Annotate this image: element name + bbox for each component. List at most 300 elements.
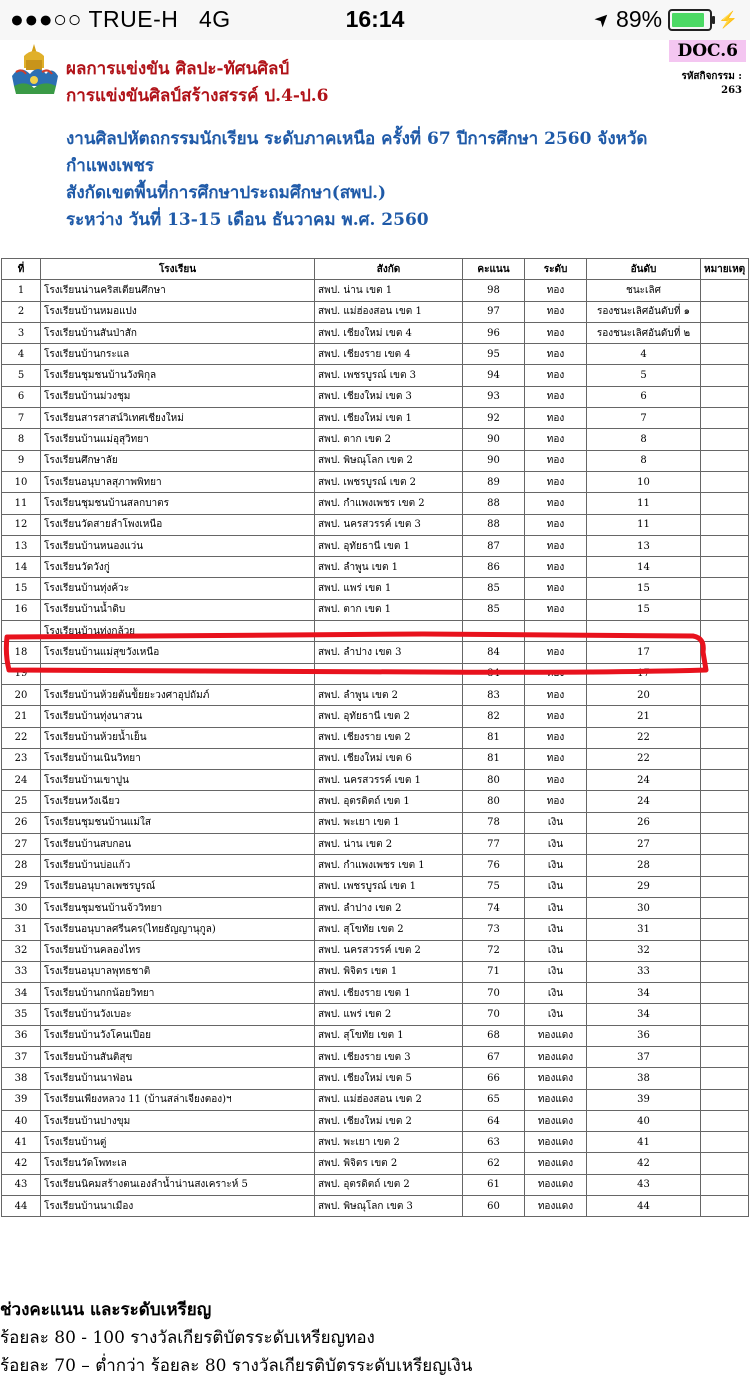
remark (701, 770, 749, 791)
school-name: โรงเรียนบ้านกกน้อยวิทยา (41, 983, 315, 1004)
status-time: 16:14 (345, 6, 405, 32)
medal-level: เงิน (525, 940, 587, 961)
affiliation: สพป. กำแพงเพชร เขต 1 (315, 855, 463, 876)
row-number: 20 (2, 684, 41, 705)
table-row (2, 791, 749, 812)
medal-level: ทอง (525, 280, 587, 301)
school-name: โรงเรียนอนุบาลศรีนคร(ไทยธัญญานุกูล) (41, 919, 315, 940)
school-name: โรงเรียนสารสาสน์วิเทศเชียงใหม่ (41, 408, 315, 429)
table-row (2, 812, 749, 833)
row-number (2, 621, 41, 642)
affiliation: สพป. แพร่ เขต 1 (315, 578, 463, 599)
remark (701, 748, 749, 769)
medal-level: เงิน (525, 961, 587, 982)
row-number: 5 (2, 365, 41, 386)
remark (701, 855, 749, 876)
school-name: โรงเรียนบ้านเนินวิทยา (41, 748, 315, 769)
medal-level: ทองแดง (525, 1132, 587, 1153)
medal-level: ทอง (525, 301, 587, 322)
signal-strength-icon: ●●●○○ (10, 6, 82, 32)
remark (701, 1110, 749, 1131)
remark (701, 706, 749, 727)
affiliation: สพป. แม่ฮ่องสอน เขต 2 (315, 1089, 463, 1110)
table-row (2, 961, 749, 982)
school-name: โรงเรียนนิคมสร้างตนเองลำน้ำน่านสงเคราะห์ 5 (41, 1174, 315, 1195)
rank: 11 (587, 493, 701, 514)
rank: 13 (587, 535, 701, 556)
table-row (2, 983, 749, 1004)
school-name: โรงเรียนบ้านปางขุม (41, 1110, 315, 1131)
remark (701, 621, 749, 642)
remark (701, 642, 749, 663)
location-arrow-icon: ➤ (589, 6, 615, 32)
affiliation: สพป. น่าน เขต 2 (315, 834, 463, 855)
table-row (2, 663, 749, 684)
medal-level: ทอง (525, 706, 587, 727)
medal-level: ทอง (525, 663, 587, 684)
event-line-1: งานศิลปหัตถกรรมนักเรียน ระดับภาคเหนือ ครั้งที่ 67 ปีการศึกษา 2560 จังหวัด (66, 129, 648, 149)
table-row (2, 684, 749, 705)
medal-level: เงิน (525, 919, 587, 940)
rank: รองชนะเลิศอันดับที่ ๑ (587, 301, 701, 322)
affiliation: สพป. พิจิตร เขต 1 (315, 961, 463, 982)
medal-level: ทอง (525, 471, 587, 492)
remark (701, 663, 749, 684)
score: 86 (463, 557, 525, 578)
table-row (2, 1110, 749, 1131)
affiliation (315, 663, 463, 684)
remark (701, 386, 749, 407)
medal-level: ทองแดง (525, 1196, 587, 1217)
activity-code (681, 70, 742, 98)
table-row (2, 1153, 749, 1174)
score: 89 (463, 471, 525, 492)
score: 66 (463, 1068, 525, 1089)
rank: รองชนะเลิศอันดับที่ ๒ (587, 322, 701, 343)
school-name: โรงเรียนชุมชนบ้านแม่ใส (41, 812, 315, 833)
table-row (2, 1046, 749, 1067)
medal-level: ทอง (525, 386, 587, 407)
table-row (2, 770, 749, 791)
medal-level: ทอง (525, 727, 587, 748)
row-number: 28 (2, 855, 41, 876)
row-number: 30 (2, 897, 41, 918)
table-row (2, 1132, 749, 1153)
medal-level: เงิน (525, 834, 587, 855)
remark (701, 365, 749, 386)
status-bar (0, 0, 750, 40)
affiliation: สพป. อุตรดิตถ์ เขต 2 (315, 1174, 463, 1195)
score: 88 (463, 493, 525, 514)
column-header: โรงเรียน (41, 259, 315, 280)
school-name: โรงเรียนบ้านกระแล (41, 344, 315, 365)
row-number: 40 (2, 1110, 41, 1131)
score: 98 (463, 280, 525, 301)
medal-level: ทอง (525, 365, 587, 386)
table-row (2, 897, 749, 918)
affiliation: สพป. สุโขทัย เขต 1 (315, 1025, 463, 1046)
medal-level: ทอง (525, 535, 587, 556)
rank: 8 (587, 450, 701, 471)
remark (701, 450, 749, 471)
event-line-2: กำแพงเพชร (66, 156, 154, 176)
affiliation: สพป. ลำพูน เขต 1 (315, 557, 463, 578)
score: 95 (463, 344, 525, 365)
affiliation: สพป. เพชรบูรณ์ เขต 2 (315, 471, 463, 492)
row-number: 27 (2, 834, 41, 855)
table-row (2, 408, 749, 429)
score: 61 (463, 1174, 525, 1195)
rank: 32 (587, 940, 701, 961)
remark (701, 684, 749, 705)
legend-gold: ร้อยละ 80 - 100 รางวัลเกียรติบัตรระดับเหรียญทอง (0, 1328, 375, 1348)
score: 74 (463, 897, 525, 918)
school-name: โรงเรียนอนุบาลพุทธชาติ (41, 961, 315, 982)
row-number: 29 (2, 876, 41, 897)
remark (701, 301, 749, 322)
medal-level: ทองแดง (525, 1046, 587, 1067)
medal-level: ทองแดง (525, 1025, 587, 1046)
affiliation: สพป. เชียงราย เขต 3 (315, 1046, 463, 1067)
rank: 15 (587, 578, 701, 599)
row-number: 18 (2, 642, 41, 663)
score: 84 (463, 642, 525, 663)
column-header: อันดับ (587, 259, 701, 280)
row-number: 21 (2, 706, 41, 727)
affiliation: สพป. แพร่ เขต 2 (315, 1004, 463, 1025)
rank: 14 (587, 557, 701, 578)
score: 65 (463, 1089, 525, 1110)
event-logo-icon (6, 42, 62, 100)
affiliation: สพป. นครสวรรค์ เขต 2 (315, 940, 463, 961)
medal-level: ทอง (525, 599, 587, 620)
table-row (2, 1196, 749, 1217)
results-body (2, 280, 749, 1217)
affiliation: สพป. ลำปาง เขต 3 (315, 642, 463, 663)
affiliation: สพป. พิจิตร เขต 2 (315, 1153, 463, 1174)
rank: 30 (587, 897, 701, 918)
score: 70 (463, 983, 525, 1004)
charging-icon: ⚡ (718, 11, 738, 29)
title-line-1: ผลการแข่งขัน ศิลปะ-ทัศนศิลป์ (66, 59, 290, 79)
table-row (2, 919, 749, 940)
medal-level: ทอง (525, 429, 587, 450)
remark (701, 727, 749, 748)
remark (701, 535, 749, 556)
affiliation: สพป. เพชรบูรณ์ เขต 3 (315, 365, 463, 386)
score: 94 (463, 365, 525, 386)
score: 96 (463, 322, 525, 343)
rank: 41 (587, 1132, 701, 1153)
row-number: 42 (2, 1153, 41, 1174)
row-number: 16 (2, 599, 41, 620)
row-number: 13 (2, 535, 41, 556)
rank: 24 (587, 770, 701, 791)
affiliation (315, 621, 463, 642)
remark (701, 429, 749, 450)
remark (701, 1004, 749, 1025)
score: 78 (463, 812, 525, 833)
row-number: 15 (2, 578, 41, 599)
remark (701, 1196, 749, 1217)
column-header: ระดับ (525, 259, 587, 280)
score: 62 (463, 1153, 525, 1174)
score: 63 (463, 1132, 525, 1153)
medal-level: ทอง (525, 408, 587, 429)
remark (701, 514, 749, 535)
score: 64 (463, 1110, 525, 1131)
school-name: โรงเรียนบ้านหนองแว่น (41, 535, 315, 556)
rank: 27 (587, 834, 701, 855)
remark (701, 578, 749, 599)
school-name: โรงเรียนวัดวังกู่ (41, 557, 315, 578)
column-header: หมายเหตุ (701, 259, 749, 280)
row-number: 31 (2, 919, 41, 940)
table-row (2, 365, 749, 386)
remark (701, 897, 749, 918)
row-number: 14 (2, 557, 41, 578)
remark (701, 940, 749, 961)
medal-level: ทอง (525, 322, 587, 343)
score: 71 (463, 961, 525, 982)
remark (701, 1089, 749, 1110)
table-row (2, 386, 749, 407)
school-name: โรงเรียนบ้านทุ่งกล้วย (41, 621, 315, 642)
row-number: 44 (2, 1196, 41, 1217)
school-name: โรงเรียนบ้านสบกอน (41, 834, 315, 855)
school-name: โรงเรียนอนุบาลเพชรบูรณ์ (41, 876, 315, 897)
affiliation: สพป. อุทัยธานี เขต 2 (315, 706, 463, 727)
score: 82 (463, 706, 525, 727)
table-row (2, 301, 749, 322)
row-number: 7 (2, 408, 41, 429)
affiliation: สพป. เชียงราย เขต 1 (315, 983, 463, 1004)
medal-level: ทอง (525, 344, 587, 365)
school-name: โรงเรียนบ้านทุ่งค้วะ (41, 578, 315, 599)
row-number: 32 (2, 940, 41, 961)
table-row (2, 1089, 749, 1110)
row-number: 25 (2, 791, 41, 812)
medal-level: ทอง (525, 791, 587, 812)
score: 97 (463, 301, 525, 322)
score: 85 (463, 578, 525, 599)
score (463, 621, 525, 642)
score: 85 (463, 599, 525, 620)
rank: 37 (587, 1046, 701, 1067)
medal-level: ทอง (525, 450, 587, 471)
rank: ชนะเลิศ (587, 280, 701, 301)
remark (701, 876, 749, 897)
affiliation: สพป. นครสวรรค์ เขต 3 (315, 514, 463, 535)
rank (587, 621, 701, 642)
rank: 33 (587, 961, 701, 982)
row-number: 4 (2, 344, 41, 365)
score: 83 (463, 684, 525, 705)
rank: 4 (587, 344, 701, 365)
school-name: โรงเรียนบ้านสันป่าสัก (41, 322, 315, 343)
score: 72 (463, 940, 525, 961)
rank: 43 (587, 1174, 701, 1195)
row-number: 23 (2, 748, 41, 769)
affiliation: สพป. ลำพูน เขต 2 (315, 684, 463, 705)
remark (701, 408, 749, 429)
row-number: 19 (2, 663, 41, 684)
remark (701, 557, 749, 578)
affiliation: สพป. เชียงใหม่ เขต 1 (315, 408, 463, 429)
results-table (1, 258, 749, 1217)
row-number: 34 (2, 983, 41, 1004)
doc-badge: DOC.6 (669, 40, 746, 62)
row-number: 11 (2, 493, 41, 514)
table-row (2, 578, 749, 599)
affiliation: สพป. สุโขทัย เขต 2 (315, 919, 463, 940)
event-line-3: สังกัดเขตพื้นที่การศึกษาประถมศึกษา(สพป.) (66, 183, 387, 203)
rank: 17 (587, 642, 701, 663)
column-header: ที่ (2, 259, 41, 280)
rank: 22 (587, 748, 701, 769)
medal-level: ทอง (525, 684, 587, 705)
score: 93 (463, 386, 525, 407)
row-number: 10 (2, 471, 41, 492)
medal-level: ทองแดง (525, 1153, 587, 1174)
rank: 22 (587, 727, 701, 748)
table-row (2, 1174, 749, 1195)
school-name: โรงเรียนบ้านวังเบอะ (41, 1004, 315, 1025)
affiliation: สพป. อุทัยธานี เขต 1 (315, 535, 463, 556)
medal-level: ทอง (525, 642, 587, 663)
medal-level: ทอง (525, 514, 587, 535)
table-row (2, 280, 749, 301)
affiliation: สพป. พิษณุโลก เขต 2 (315, 450, 463, 471)
medal-level: ทองแดง (525, 1068, 587, 1089)
score: 75 (463, 876, 525, 897)
affiliation: สพป. เชียงราย เขต 2 (315, 727, 463, 748)
school-name: โรงเรียนบ้านเขาปูน (41, 770, 315, 791)
score: 80 (463, 770, 525, 791)
row-number: 6 (2, 386, 41, 407)
remark (701, 599, 749, 620)
school-name: โรงเรียนหวังเฉียว (41, 791, 315, 812)
row-number: 33 (2, 961, 41, 982)
rank: 28 (587, 855, 701, 876)
score: 76 (463, 855, 525, 876)
row-number: 35 (2, 1004, 41, 1025)
affiliation: สพป. เชียงราย เขต 4 (315, 344, 463, 365)
rank: 29 (587, 876, 701, 897)
rank: 10 (587, 471, 701, 492)
battery-icon (668, 9, 712, 31)
medal-level (525, 621, 587, 642)
score: 77 (463, 834, 525, 855)
school-name: โรงเรียนชุมชนบ้านสลกบาตร (41, 493, 315, 514)
school-name: โรงเรียนบ้านบ่อแก้ว (41, 855, 315, 876)
affiliation: สพป. ตาก เขต 1 (315, 599, 463, 620)
remark (701, 919, 749, 940)
row-number: 38 (2, 1068, 41, 1089)
remark (701, 812, 749, 833)
medal-legend (0, 1296, 472, 1380)
row-number: 9 (2, 450, 41, 471)
table-row (2, 557, 749, 578)
rank: 36 (587, 1025, 701, 1046)
medal-level: เงิน (525, 983, 587, 1004)
rank: 42 (587, 1153, 701, 1174)
medal-level: ทอง (525, 578, 587, 599)
rank: 38 (587, 1068, 701, 1089)
school-name: โรงเรียนเพียงหลวง 11 (บ้านสล่าเจียงตอง)ฯ (41, 1089, 315, 1110)
school-name: โรงเรียนบ้านคลองไทร (41, 940, 315, 961)
medal-level: ทองแดง (525, 1174, 587, 1195)
column-header: สังกัด (315, 259, 463, 280)
rank: 7 (587, 408, 701, 429)
remark (701, 1132, 749, 1153)
score: 84 (463, 663, 525, 684)
affiliation: สพป. พิษณุโลก เขต 3 (315, 1196, 463, 1217)
affiliation: สพป. อุตรดิตถ์ เขต 1 (315, 791, 463, 812)
carrier-name: TRUE-H (88, 6, 179, 32)
column-header: คะแนน (463, 259, 525, 280)
school-name: โรงเรียนบ้านหมอแปง (41, 301, 315, 322)
affiliation: สพป. แม่ฮ่องสอน เขต 1 (315, 301, 463, 322)
rank: 24 (587, 791, 701, 812)
event-info (66, 126, 706, 234)
school-name: โรงเรียนบ้านห้วยน้ำเย็น (41, 727, 315, 748)
remark (701, 1046, 749, 1067)
score: 67 (463, 1046, 525, 1067)
score: 81 (463, 748, 525, 769)
table-row (2, 642, 749, 663)
score: 92 (463, 408, 525, 429)
activity-code-label: รหัสกิจกรรม : (681, 71, 742, 82)
remark (701, 1025, 749, 1046)
affiliation: สพป. ตาก เขต 2 (315, 429, 463, 450)
affiliation: สพป. เชียงใหม่ เขต 5 (315, 1068, 463, 1089)
row-number: 41 (2, 1132, 41, 1153)
affiliation: สพป. ลำปาง เขต 2 (315, 897, 463, 918)
remark (701, 493, 749, 514)
table-row (2, 1025, 749, 1046)
row-number: 37 (2, 1046, 41, 1067)
row-number: 36 (2, 1025, 41, 1046)
row-number: 8 (2, 429, 41, 450)
remark (701, 1068, 749, 1089)
remark (701, 791, 749, 812)
activity-code-value: 263 (721, 85, 742, 96)
rank: 40 (587, 1110, 701, 1131)
battery-fill (672, 13, 704, 27)
remark (701, 344, 749, 365)
score: 87 (463, 535, 525, 556)
row-number: 26 (2, 812, 41, 833)
affiliation: สพป. เชียงใหม่ เขต 2 (315, 1110, 463, 1131)
score: 60 (463, 1196, 525, 1217)
table-row (2, 855, 749, 876)
remark (701, 961, 749, 982)
rank: 5 (587, 365, 701, 386)
row-number: 1 (2, 280, 41, 301)
affiliation: สพป. พะเยา เขต 2 (315, 1132, 463, 1153)
document-page[interactable] (0, 40, 750, 1376)
school-name: โรงเรียนชุมชนบ้านวังพิกุล (41, 365, 315, 386)
school-name: โรงเรียนบ้านนาเมือง (41, 1196, 315, 1217)
table-row (2, 429, 749, 450)
rank: 21 (587, 706, 701, 727)
remark (701, 280, 749, 301)
row-number: 24 (2, 770, 41, 791)
legend-silver: ร้อยละ 70 – ต่ำกว่า ร้อยละ 80 รางวัลเกียรติบัตรระดับเหรียญเงิน (0, 1356, 473, 1376)
affiliation: สพป. พะเยา เขต 1 (315, 812, 463, 833)
row-number: 39 (2, 1089, 41, 1110)
